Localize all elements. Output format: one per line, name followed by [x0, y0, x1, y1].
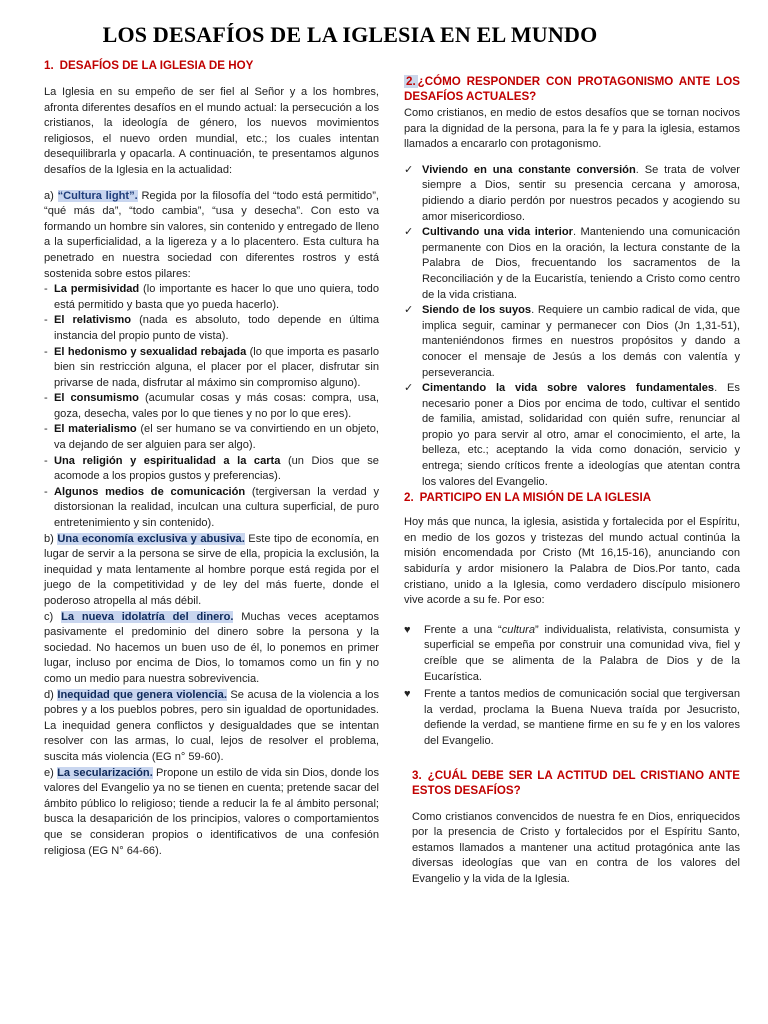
pillar-title: Algunos medios de comunicación	[54, 485, 246, 498]
response-text: . Se trata de volver siempre a Dios, sentir su presencia cercana y amorosa, pidiendo a diario perdón por nuestros pecados y acogiendo su amor misericordioso.	[422, 163, 740, 223]
right-column	[404, 74, 740, 888]
list-item	[44, 313, 379, 344]
challenge-c-title: La nueva idolatría del dinero.	[61, 610, 234, 623]
heart-icon: ♥	[404, 688, 411, 701]
check-icon: ✓	[404, 163, 414, 176]
left-column	[44, 58, 379, 859]
list-item	[44, 422, 379, 453]
section-2-heading	[404, 74, 740, 104]
list-item	[44, 345, 379, 392]
list-item	[44, 282, 379, 313]
challenge-a-label: a)	[44, 189, 54, 202]
mission-text: Frente a tantos medios de comunicación social que tergiversan la verdad, proclama la Buena Nueva traída por Jesucristo, defiende la verdad, se mantiene firme en su fe y en los valores del Evangelio.	[424, 688, 740, 747]
challenge-e-text: Propone un estilo de vida sin Dios, donde los valores del Evangelio ya no se tienen en cuenta; pretende sacar del ámbito público lo religioso; tiende a reducir la fe al ámbito personal; busca la desaparición de los principios, valores o comportamientos que se consideran propios o identificativos de una confesión religiosa (EG N° 64-66).	[44, 766, 379, 857]
section-4-title: ¿CUÁL DEBE SER LA ACTITUD DEL CRISTIANO ANTE ESTOS DESAFÍOS?	[412, 768, 740, 797]
pillar-text: (lo que importa es pasarlo bien sin restricción alguna, el placer por el placer, disfrutar sin privarse de nada, disfrutar al máximo sin compromiso alguno).	[54, 345, 379, 389]
section-4-number: 3.	[412, 768, 422, 782]
section-3-number: 2.	[404, 491, 414, 505]
challenge-d-title: Inequidad que genera violencia.	[57, 688, 227, 701]
pillar-title: Una religión y espiritualidad a la carta	[54, 454, 281, 467]
mission-text-pre: Frente a una “	[424, 623, 502, 636]
pillar-title: El consumismo	[54, 392, 139, 405]
pillars-list	[44, 282, 379, 532]
pillar-text: (tergiversan la verdad y distorsionan la realidad, inculcan una cultura superficial, de puro entretenimiento y sin contenido).	[54, 485, 379, 530]
section-3-title: PARTICIPO EN LA MISIÓN DE LA IGLESIA	[419, 491, 652, 505]
list-item	[404, 163, 740, 225]
challenge-b-label: b)	[44, 532, 54, 545]
section-1-intro: La Iglesia en su empeño de ser fiel al Señor y a los hombres, afronta diferentes desafíos en el mundo actual: la persecución a los cristianos, la ideología de género, los nuevos movimientos religiosos, el nuevo orden mundial, etc.; los cuales intentan desequilibrarla y opacarla. A continuación, te presentamos algunos desafíos de la Iglesia en la actualidad:	[44, 86, 379, 176]
heart-icon: ♥	[404, 623, 411, 636]
challenge-d	[44, 688, 379, 766]
response-text: . Es necesario poner a Dios por encima de todo, cultivar el sentido de familia, amistad, solidaridad con quién sufre, renunciar al propio yo para servir al otro, amar el conocimiento, el arte, la belleza, etc.; aceptando la vida como donación, servicio y entrega; siendo críticos frente a ideologías que atentan contra los valores del Evangelio.	[422, 382, 740, 488]
response-title: Viviendo en una constante conversión	[422, 163, 636, 176]
section-2-intro: Como cristianos, en medio de estos desafíos que se tornan nocivos para la dignidad de la persona, para la fe y para la iglesia, estamos llamados a encararlo con protagonismo.	[404, 107, 740, 151]
challenge-e-label: e)	[44, 766, 54, 779]
mission-text-italic: cultura	[501, 623, 536, 636]
challenge-a-text: Regida por la filosofía del “todo está permitido”, “qué más da”, “todo cambia”, “usa y desecha”. Con esto va formando un hombre sin valores, sin contenido y entregado de lleno a la superficialidad, a la ligereza y a lo placentero. Esta cultura ha penetrado en nuestra sociedad con diferentes rostros y está sostenida sobre estos pilares:	[44, 189, 379, 280]
challenge-c-label: c)	[44, 610, 54, 623]
list-item	[404, 303, 740, 381]
challenge-c	[44, 610, 379, 688]
pillar-text: (el ser humano se va convirtiendo en un objeto, va dejando de ser alguien para ser algo).	[54, 423, 379, 452]
check-icon: ✓	[404, 226, 414, 239]
challenge-a	[44, 189, 379, 283]
response-list	[404, 163, 740, 490]
list-item	[404, 687, 740, 749]
section-3-intro: Hoy más que nunca, la iglesia, asistida y fortalecida por el Espíritu, en medio de los gozos y tristezas del mundo actual continúa la misión encomendada por Cristo (Mt 16,15-16), anunciando con sabiduría y ardor misionero la Palabra de Dios.Por tanto, cada cristiano, unido a la Iglesia, como verdadero discípulo misionero vive acorde a su fe. Por eso:	[404, 516, 740, 607]
pillar-title: El hedonismo y sexualidad rebajada	[54, 345, 247, 358]
challenge-b-title: Una economía exclusiva y abusiva.	[57, 532, 245, 545]
challenge-a-title: “Cultura light”.	[57, 189, 138, 202]
section-2-title: ¿CÓMO RESPONDER CON PROTAGONISMO ANTE LOS DESAFÍOS ACTUALES?	[404, 75, 740, 103]
challenge-c-text: Muchas veces aceptamos pasivamente el predominio del dinero sobre la persona y la sociedad. No hacemos un buen uso de él, lo ponemos en primer lugar, incluso por encima de Dios, lo tomamos como un fin y no como un medio para nuestra sobrevivencia.	[44, 610, 379, 685]
challenge-e-title: La secularización.	[57, 766, 153, 779]
pillar-title: El relativismo	[54, 314, 132, 327]
challenge-e	[44, 766, 379, 860]
list-item	[404, 225, 740, 303]
section-2-number: 2.	[406, 75, 416, 88]
section-4-heading	[404, 768, 740, 798]
list-item	[44, 454, 379, 485]
section-1-number: 1.	[44, 59, 54, 72]
list-item	[404, 381, 740, 490]
section-3-heading	[404, 490, 740, 505]
response-text: . Manteniendo una comunicación permanente con Dios en la oración, la lectura constante de la Palabra de Dios, frecuentando los sacramentos de la Reconciliación y de la Eucaristía, teniendo a Cristo como centro de la vida cristiana.	[422, 226, 740, 301]
response-title: Cimentando la vida sobre valores fundamentales	[422, 382, 715, 395]
pillar-text: (nada es absoluto, todo depende en última instancia del propio punto de vista).	[54, 314, 379, 342]
mission-list	[404, 623, 740, 750]
section-1-heading	[44, 58, 379, 73]
response-title: Cultivando una vida interior	[422, 226, 573, 239]
check-icon: ✓	[404, 382, 414, 395]
pillar-title: La permisividad	[54, 283, 140, 296]
list-item	[44, 391, 379, 422]
challenge-d-label: d)	[44, 688, 54, 701]
section-1-title: DESAFÍOS DE LA IGLESIA DE HOY	[59, 59, 254, 72]
list-item	[44, 485, 379, 532]
check-icon: ✓	[404, 304, 414, 317]
pillar-text: (lo importante es hacer lo que uno quiera, todo está permitido y basta que yo pueda hacerlo).	[54, 283, 379, 311]
list-item	[404, 623, 740, 685]
section-4-text: Como cristianos convencidos de nuestra fe en Dios, enriquecidos por la presencia de Cristo y fortalecidos por el Espíritu Santo, estamos llamados a mantener una actitud protagónica ante las diversas ideologías que van en contra de los valores del Evangelio y la vida de la Iglesia.	[412, 810, 740, 885]
challenge-b-text: Este tipo de economía, en lugar de servir a la persona se sirve de ella, propicia la exclusión, la inequidad y mata lentamente al hombre porque está regida por el juego de la competitividad y de ley del más fuerte, donde el poderoso atropella al más débil.	[44, 532, 379, 607]
response-title: Siendo de los suyos	[422, 304, 532, 317]
mission-text-post: ” individualista, relativista, consumista y superficial se empeña por construir una comunidad viva, fiel y creíble que se alimenta de la Palabra de Dios y de la Eucarística.	[424, 623, 740, 683]
pillar-text: (acumular cosas y más cosas: compra, usa, goza, desecha, vales por lo que tienes y no por lo que eres).	[54, 392, 379, 420]
challenge-b	[44, 532, 379, 610]
page-title: LOS DESAFÍOS DE LA IGLESIA EN EL MUNDO	[102, 22, 598, 47]
response-text: . Requiere un cambio radical de vida, que implica seguir, caminar y permanecer con Dios (Jn 1,31-51), manteniéndonos firmes en nuestros propósitos y dando a conocer el mensaje de Jesús a los demás con valentía y perseverancia.	[422, 304, 740, 379]
challenge-d-text: Se acusa de la violencia a los pobres y a los pueblos pobres, pero sin igualdad de oportunidades. La inequidad genera conflictos y desigualdades que se intentan resolver con las armas, lo cual, lejos de resolver el problema, suscita más violencia (EG n° 59-60).	[44, 688, 380, 763]
pillar-title: El materialismo	[54, 423, 137, 436]
pillar-text: (un Dios que se acomode a los propios gustos y preferencias).	[54, 454, 379, 483]
